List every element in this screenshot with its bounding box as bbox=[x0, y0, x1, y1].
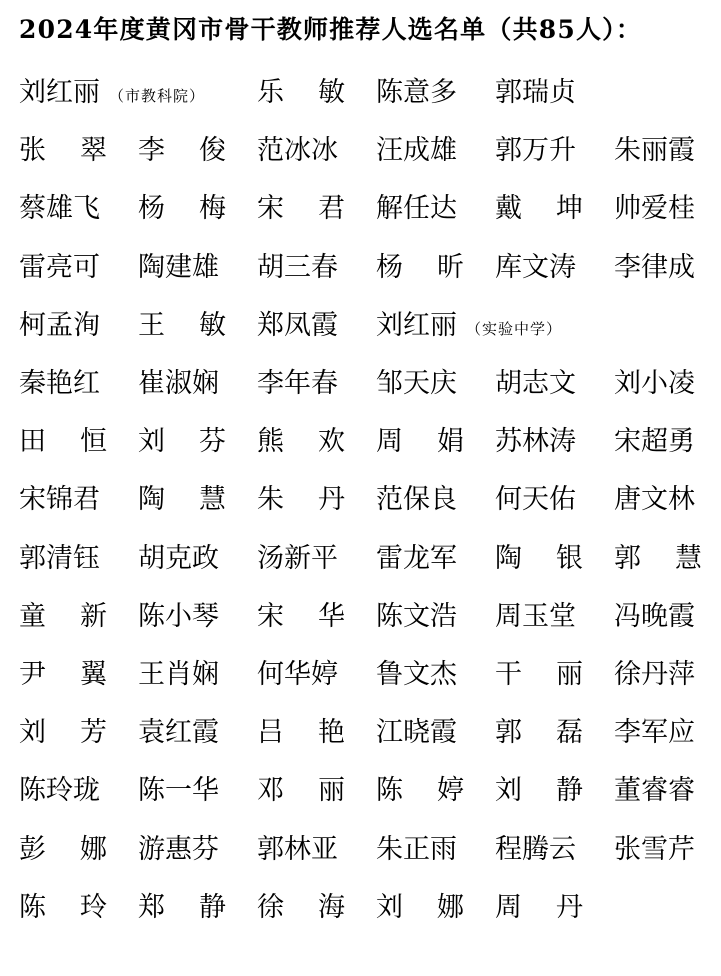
teacher-name: 汤新平 bbox=[257, 542, 338, 574]
teacher-entry bbox=[19, 73, 257, 113]
teacher-entry bbox=[19, 713, 138, 753]
teacher-name: 宋锦君 bbox=[19, 484, 100, 516]
name-row bbox=[19, 646, 719, 704]
teacher-entry bbox=[614, 480, 721, 520]
name-row bbox=[19, 239, 719, 297]
teacher-entry bbox=[257, 655, 376, 695]
teacher-entry bbox=[376, 480, 495, 520]
teacher-entry bbox=[614, 422, 721, 462]
teacher-entry bbox=[614, 539, 721, 579]
teacher-entry bbox=[614, 830, 721, 870]
name-row bbox=[19, 762, 719, 820]
teacher-entry bbox=[138, 713, 257, 753]
teacher-entry bbox=[138, 131, 257, 171]
teacher-entry bbox=[257, 713, 376, 753]
teacher-entry bbox=[19, 539, 138, 579]
teacher-name: 解任达 bbox=[376, 193, 457, 225]
teacher-entry bbox=[257, 189, 376, 229]
teacher-entry bbox=[257, 830, 376, 870]
teacher-name: 周玉堂 bbox=[495, 600, 576, 632]
teacher-entry bbox=[376, 830, 495, 870]
name-row bbox=[19, 530, 719, 588]
teacher-name: 陈玲珑 bbox=[19, 775, 100, 807]
teacher-name: 彭 娜 bbox=[19, 833, 107, 865]
teacher-name: 徐 海 bbox=[257, 891, 345, 923]
teacher-entry bbox=[19, 480, 138, 520]
teacher-entry bbox=[257, 422, 376, 462]
teacher-entry bbox=[376, 364, 495, 404]
teacher-entry bbox=[376, 713, 495, 753]
teacher-entry bbox=[495, 480, 614, 520]
teacher-name: 干 丽 bbox=[495, 658, 583, 690]
teacher-name: 崔淑娴 bbox=[138, 368, 219, 400]
teacher-entry bbox=[257, 888, 376, 928]
name-row bbox=[19, 297, 719, 355]
teacher-entry bbox=[495, 888, 614, 928]
teacher-name: 刘 娜 bbox=[376, 891, 464, 923]
teacher-name: 袁红霞 bbox=[138, 717, 219, 749]
name-row bbox=[19, 413, 719, 471]
teacher-name: 周 丹 bbox=[495, 891, 583, 923]
teacher-entry bbox=[495, 771, 614, 811]
teacher-entry bbox=[376, 248, 495, 288]
teacher-entry bbox=[495, 248, 614, 288]
teacher-name: 朱丽霞 bbox=[614, 135, 695, 167]
teacher-entry bbox=[495, 364, 614, 404]
teacher-entry bbox=[257, 539, 376, 579]
affiliation-note: （实验中学） bbox=[466, 319, 563, 338]
teacher-name: 胡三春 bbox=[257, 251, 338, 283]
name-row bbox=[19, 64, 719, 122]
teacher-name: 吕 艳 bbox=[257, 717, 345, 749]
teacher-name: 唐文林 bbox=[614, 484, 695, 516]
teacher-entry bbox=[257, 480, 376, 520]
teacher-name: 郭 磊 bbox=[495, 717, 583, 749]
teacher-entry bbox=[138, 480, 257, 520]
teacher-name: 何华婷 bbox=[257, 658, 338, 690]
teacher-entry bbox=[495, 713, 614, 753]
teacher-name: 乐 敏 bbox=[257, 77, 345, 109]
teacher-name: 雷亮可 bbox=[19, 251, 100, 283]
teacher-entry bbox=[376, 73, 495, 113]
teacher-name: 李律成 bbox=[614, 251, 695, 283]
teacher-name: 陈 婷 bbox=[376, 775, 464, 807]
teacher-name: 汪成雄 bbox=[376, 135, 457, 167]
teacher-entry bbox=[19, 771, 138, 811]
name-row bbox=[19, 471, 719, 529]
name-row bbox=[19, 820, 719, 878]
teacher-entry bbox=[614, 189, 721, 229]
teacher-entry bbox=[138, 422, 257, 462]
teacher-name: 何天佑 bbox=[495, 484, 576, 516]
affiliation-note: （市教科院） bbox=[109, 87, 206, 106]
teacher-name: 刘小凌 bbox=[614, 368, 695, 400]
name-row bbox=[19, 180, 719, 238]
teacher-name: 柯孟洵 bbox=[19, 309, 100, 341]
teacher-entry bbox=[376, 771, 495, 811]
teacher-entry bbox=[614, 771, 721, 811]
teacher-name: 库文涛 bbox=[495, 251, 576, 283]
teacher-name: 刘 芬 bbox=[138, 426, 226, 458]
teacher-name: 刘红丽 bbox=[376, 309, 457, 341]
teacher-name: 帅爱桂 bbox=[614, 193, 695, 225]
teacher-entry bbox=[138, 248, 257, 288]
teacher-entry bbox=[19, 189, 138, 229]
teacher-entry bbox=[138, 364, 257, 404]
teacher-entry bbox=[19, 888, 138, 928]
teacher-name: 秦艳红 bbox=[19, 368, 100, 400]
teacher-name: 熊 欢 bbox=[257, 426, 345, 458]
teacher-name: 陶建雄 bbox=[138, 251, 219, 283]
teacher-name: 郑凤霞 bbox=[257, 309, 338, 341]
teacher-entry bbox=[614, 248, 721, 288]
teacher-entry bbox=[138, 189, 257, 229]
teacher-entry bbox=[257, 597, 376, 637]
page-title: 2024年度黄冈市骨干教师推荐人选名单（共85人）： bbox=[19, 15, 643, 44]
teacher-name: 宋 华 bbox=[257, 600, 345, 632]
teacher-entry bbox=[138, 888, 257, 928]
teacher-entry bbox=[376, 131, 495, 171]
teacher-entry bbox=[614, 597, 721, 637]
teacher-name: 李 俊 bbox=[138, 135, 226, 167]
teacher-name: 张 翠 bbox=[19, 135, 107, 167]
teacher-name: 陶 银 bbox=[495, 542, 583, 574]
teacher-name: 范保良 bbox=[376, 484, 457, 516]
teacher-name: 张雪芹 bbox=[614, 833, 695, 865]
teacher-name: 苏林涛 bbox=[495, 426, 576, 458]
teacher-entry bbox=[376, 306, 614, 346]
teacher-entry bbox=[614, 713, 721, 753]
teacher-entry bbox=[376, 539, 495, 579]
teacher-entry bbox=[19, 364, 138, 404]
teacher-name: 鲁文杰 bbox=[376, 658, 457, 690]
teacher-name: 陶 慧 bbox=[138, 484, 226, 516]
teacher-name: 郭林亚 bbox=[257, 833, 338, 865]
teacher-entry bbox=[257, 364, 376, 404]
teacher-entry bbox=[376, 888, 495, 928]
teacher-entry bbox=[614, 655, 721, 695]
teacher-entry bbox=[376, 597, 495, 637]
teacher-entry bbox=[19, 830, 138, 870]
teacher-name: 程腾云 bbox=[495, 833, 576, 865]
teacher-name: 陈文浩 bbox=[376, 600, 457, 632]
teacher-entry bbox=[495, 422, 614, 462]
teacher-name: 田 恒 bbox=[19, 426, 107, 458]
teacher-entry bbox=[614, 364, 721, 404]
teacher-entry bbox=[138, 771, 257, 811]
teacher-name: 陈小琴 bbox=[138, 600, 219, 632]
teacher-entry bbox=[19, 422, 138, 462]
teacher-name: 刘红丽 bbox=[19, 77, 100, 109]
teacher-entry bbox=[138, 597, 257, 637]
teacher-name: 宋超勇 bbox=[614, 426, 695, 458]
teacher-name: 宋 君 bbox=[257, 193, 345, 225]
name-row bbox=[19, 588, 719, 646]
teacher-name: 邹天庆 bbox=[376, 368, 457, 400]
teacher-name: 郭清钰 bbox=[19, 542, 100, 574]
teacher-name: 游惠芬 bbox=[138, 833, 219, 865]
teacher-name: 徐丹萍 bbox=[614, 658, 695, 690]
teacher-name: 胡志文 bbox=[495, 368, 576, 400]
teacher-name: 郭 慧 bbox=[614, 542, 702, 574]
teacher-entry bbox=[495, 73, 614, 113]
teacher-entry bbox=[257, 131, 376, 171]
teacher-name: 尹 翼 bbox=[19, 658, 107, 690]
teacher-entry bbox=[257, 771, 376, 811]
teacher-name: 郭万升 bbox=[495, 135, 576, 167]
teacher-name: 邓 丽 bbox=[257, 775, 345, 807]
teacher-name: 王 敏 bbox=[138, 309, 226, 341]
teacher-entry bbox=[138, 830, 257, 870]
teacher-entry bbox=[138, 655, 257, 695]
name-row bbox=[19, 704, 719, 762]
teacher-name: 周 娟 bbox=[376, 426, 464, 458]
teacher-entry bbox=[19, 248, 138, 288]
teacher-name: 蔡雄飞 bbox=[19, 193, 100, 225]
teacher-entry bbox=[495, 189, 614, 229]
teacher-name: 郭瑞贞 bbox=[495, 77, 576, 109]
teacher-name: 朱 丹 bbox=[257, 484, 345, 516]
teacher-name: 杨 昕 bbox=[376, 251, 464, 283]
teacher-entry bbox=[19, 131, 138, 171]
teacher-name: 范冰冰 bbox=[257, 135, 338, 167]
name-row bbox=[19, 122, 719, 180]
teacher-entry bbox=[376, 655, 495, 695]
teacher-entry bbox=[495, 597, 614, 637]
teacher-entry bbox=[19, 597, 138, 637]
teacher-entry bbox=[257, 73, 376, 113]
teacher-name: 刘 静 bbox=[495, 775, 583, 807]
teacher-name: 郑 静 bbox=[138, 891, 226, 923]
name-row bbox=[19, 355, 719, 413]
teacher-entry bbox=[19, 655, 138, 695]
teacher-entry bbox=[495, 539, 614, 579]
name-row bbox=[19, 879, 719, 937]
name-list bbox=[19, 64, 719, 937]
teacher-name: 冯晚霞 bbox=[614, 600, 695, 632]
teacher-entry bbox=[138, 539, 257, 579]
teacher-entry bbox=[257, 306, 376, 346]
teacher-entry bbox=[376, 422, 495, 462]
teacher-entry bbox=[138, 306, 257, 346]
teacher-entry bbox=[19, 306, 138, 346]
teacher-name: 陈一华 bbox=[138, 775, 219, 807]
teacher-name: 朱正雨 bbox=[376, 833, 457, 865]
teacher-name: 雷龙军 bbox=[376, 542, 457, 574]
teacher-entry bbox=[257, 248, 376, 288]
teacher-name: 李军应 bbox=[614, 717, 695, 749]
teacher-name: 江晓霞 bbox=[376, 717, 457, 749]
teacher-entry bbox=[495, 131, 614, 171]
teacher-entry bbox=[614, 131, 721, 171]
teacher-name: 杨 梅 bbox=[138, 193, 226, 225]
teacher-name: 童 新 bbox=[19, 600, 107, 632]
teacher-name: 陈意多 bbox=[376, 77, 457, 109]
teacher-name: 董睿睿 bbox=[614, 775, 695, 807]
teacher-name: 王肖娴 bbox=[138, 658, 219, 690]
teacher-name: 胡克政 bbox=[138, 542, 219, 574]
teacher-entry bbox=[376, 189, 495, 229]
teacher-entry bbox=[495, 655, 614, 695]
teacher-name: 陈 玲 bbox=[19, 891, 107, 923]
teacher-name: 刘 芳 bbox=[19, 717, 107, 749]
teacher-name: 戴 坤 bbox=[495, 193, 583, 225]
teacher-name: 李年春 bbox=[257, 368, 338, 400]
teacher-entry bbox=[495, 830, 614, 870]
